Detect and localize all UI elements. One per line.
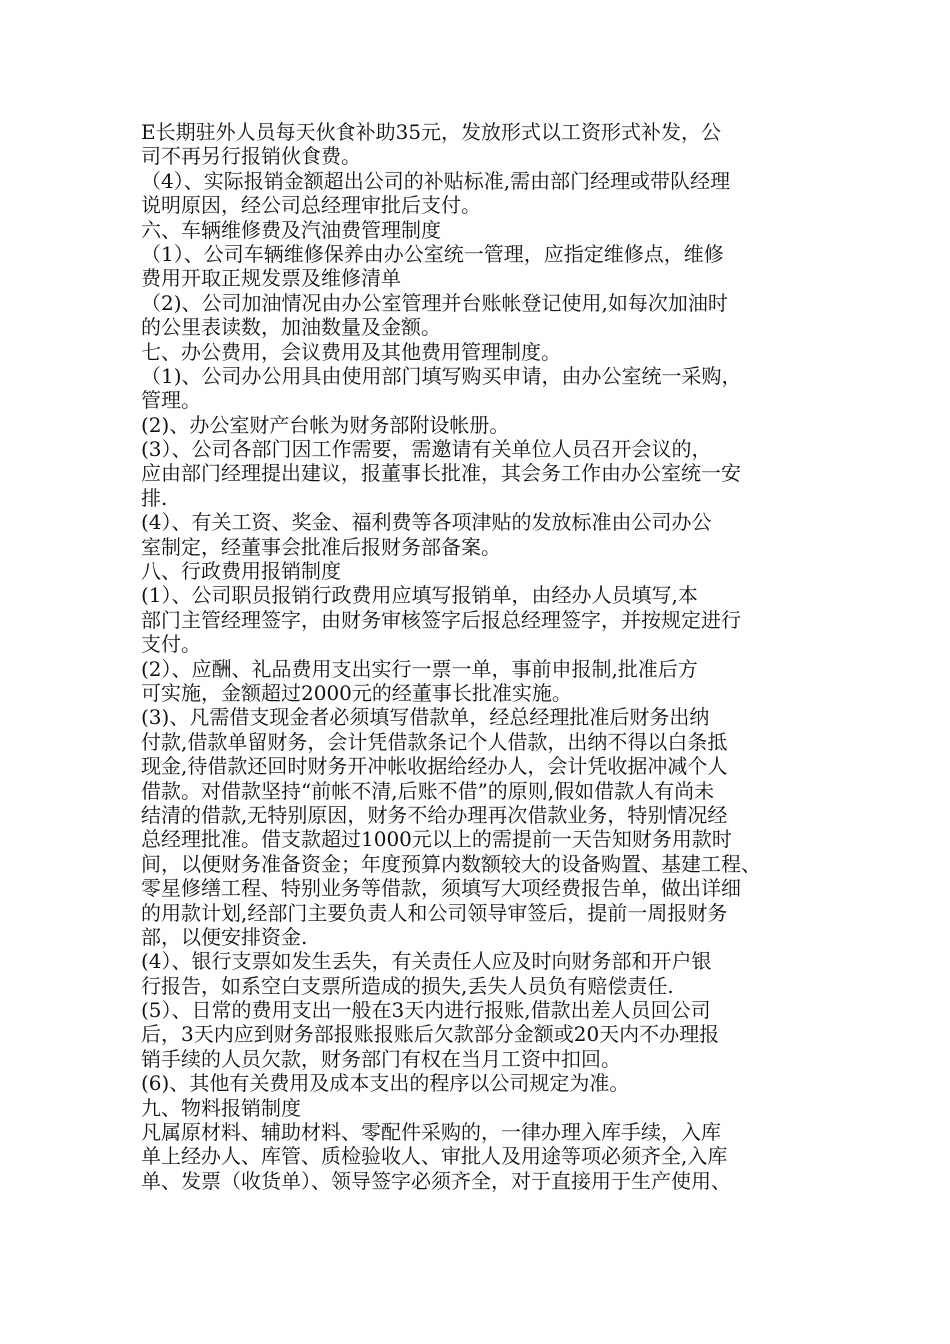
document-line: 司不再另行报销伙食费。	[141, 144, 361, 169]
document-line: 九、物料报销制度	[141, 1095, 301, 1120]
document-line: 销手续的人员欠款，财务部门有权在当月工资中扣回。	[141, 1046, 621, 1071]
document-line: (3）、公司各部门因工作需要，需邀请有关单位人员召开会议的，	[141, 437, 712, 462]
document-line: 单上经办人、库管、质检验收人、审批人及用途等项必须齐全,入库	[141, 1144, 728, 1169]
document-line: （1）、公司车辆维修保养由办公室统一管理，应指定维修点，维修	[141, 241, 724, 266]
document-line: (5）、日常的费用支出一般在3天内进行报账,借款出差人员回公司	[141, 998, 711, 1023]
document-line: 单、发票（收货单）、领导签字必须齐全，对于直接用于生产使用、	[141, 1168, 731, 1193]
document-line: 结清的借款,无特别原因，财务不给办理再次借款业务，特别情况经	[141, 802, 728, 827]
document-line: 间，以便财务准备资金；年度预算内数额较大的设备购置、基建工程、	[141, 851, 761, 876]
document-line: 行报告，如系空白支票所造成的损失,丢失人员负有赔偿责任.	[141, 973, 674, 998]
document-line: 现金,待借款还回时财务开冲帐收据给经办人，会计凭收据冲减个人	[141, 754, 728, 779]
document-line: 支付。	[141, 632, 201, 657]
document-line: (2)、办公室财产台帐为财务部附设帐册。	[141, 412, 510, 437]
document-line: 后，3天内应到财务部报账报账后欠款部分金额或20天内不办理报	[141, 1022, 720, 1047]
document-line: （2)、公司加油情况由办公室管理并台账帐登记使用,如每次加油时	[141, 290, 728, 315]
document-line: (2）、应酬、礼品费用支出实行一票一单，事前申报制,批准后方	[141, 656, 698, 681]
document-line: 应由部门经理提出建议，报董事长批准，其会务工作由办公室统一安	[141, 461, 741, 486]
document-line: 排.	[141, 485, 168, 510]
document-line: 总经理批准。借支款超过1000元以上的需提前一天告知财务用款时	[141, 827, 732, 852]
document-line: (4）、银行支票如发生丢失，有关责任人应及时向财务部和开户银	[141, 949, 712, 974]
document-line: 借款。对借款坚持“前帐不清,后账不借”的原则,假如借款人有尚未	[141, 778, 715, 803]
document-line: (4）、有关工资、奖金、福利费等各项津贴的发放标准由公司办公	[141, 510, 712, 535]
document-line: 零星修缮工程、特别业务等借款，须填写大项经费报告单，做出详细	[141, 876, 741, 901]
document-line: (6)、其他有关费用及成本支出的程序以公司规定为准。	[141, 1071, 630, 1096]
document-line: 说明原因，经公司总经理审批后支付。	[141, 193, 481, 218]
document-line: (3)、凡需借支现金者必须填写借款单，经总经理批准后财务出纳	[141, 705, 710, 730]
document-line: 的公里表读数，加油数量及金额。	[141, 315, 441, 340]
document-line: 部，以便安排资金.	[141, 924, 308, 949]
document-line: 费用开取正规发票及维修清单	[141, 266, 401, 291]
document-line: 六、车辆维修费及汽油费管理制度	[141, 217, 441, 242]
document-line: E长期驻外人员每天伙食补助35元，发放形式以工资形式补发，公	[141, 120, 722, 144]
document-body	[141, 120, 821, 1193]
document-line: 八、行政费用报销制度	[141, 559, 341, 584]
document-line: 可实施，金额超过2000元的经董事长批准实施。	[141, 680, 572, 705]
document-line: 室制定，经董事会批准后报财务部备案。	[141, 534, 501, 559]
document-line: 的用款计划,经部门主要负责人和公司领导审签后，提前一周报财务	[141, 900, 728, 925]
document-line: （1)、公司办公用具由使用部门填写购买申请，由办公室统一采购，	[141, 363, 742, 388]
document-line: 付款,借款单留财务，会计凭借款条记个人借款，出纳不得以白条抵	[141, 729, 728, 754]
document-line: 管理。	[141, 388, 201, 413]
document-line: （4）、实际报销金额超出公司的补贴标准,需由部门经理或带队经理	[141, 168, 731, 193]
document-line: 凡属原材料、辅助材料、零配件采购的，一律办理入库手续，入库	[141, 1120, 721, 1145]
document-line: 七、办公费用，会议费用及其他费用管理制度。	[141, 339, 561, 364]
document-line: (1）、公司职员报销行政费用应填写报销单，由经办人员填写,本	[141, 583, 698, 608]
document-line: 部门主管经理签字，由财务审核签字后报总经理签字，并按规定进行	[141, 607, 741, 632]
